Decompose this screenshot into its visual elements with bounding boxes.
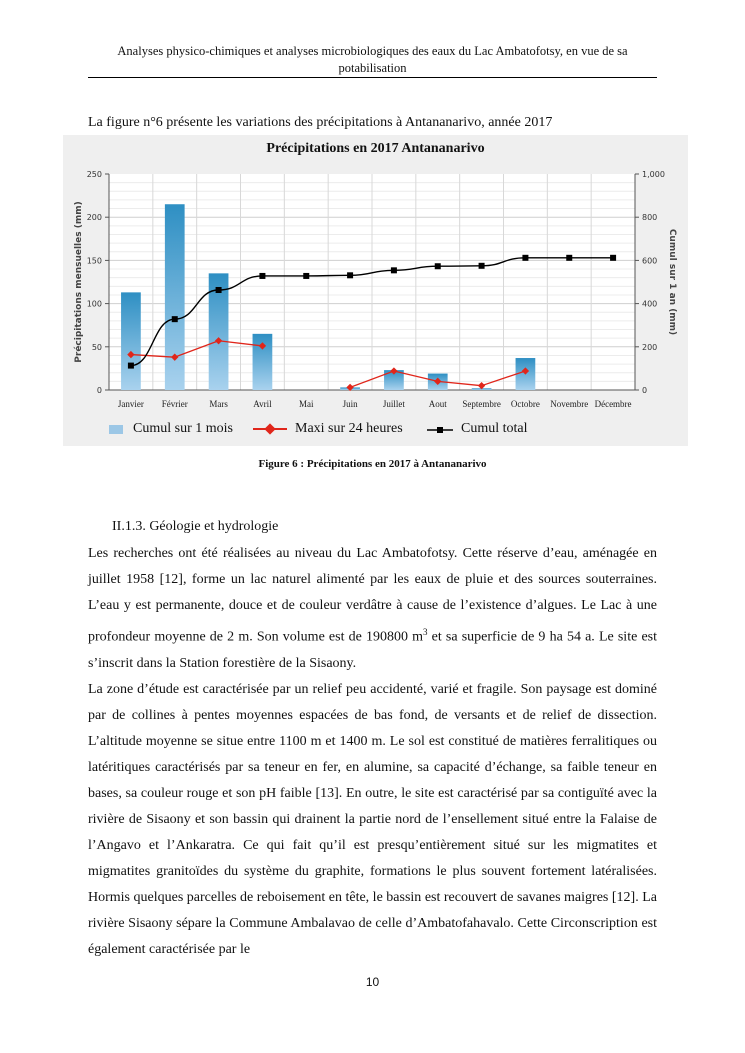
running-header-line1: Analyses physico-chimiques et analyses microbiologiques des eaux du Lac Ambatofotsy, en vue de sa	[117, 44, 628, 58]
legend-swatch-red-line	[253, 423, 287, 435]
x-tick-label: Avril	[253, 399, 272, 409]
paragraph-1-part2: et sa superficie de 9 ha 54 a. Le site est s’inscrit dans la Station forestière de la Sisaony.	[88, 629, 658, 671]
y-tick-label-right: 0	[642, 386, 648, 395]
figure-caption: Figure 6 : Précipitations en 2017 à Antananarivo	[258, 458, 487, 470]
point-cumul-total	[391, 267, 397, 273]
y-tick-label-left: 50	[91, 342, 102, 352]
point-cumul-total	[216, 287, 222, 293]
precipitation-chart	[63, 135, 688, 420]
legend-label-cumul-total: Cumul total	[461, 421, 528, 436]
x-tick-label: Mars	[209, 399, 228, 409]
y-tick-label-right: 200	[642, 342, 658, 352]
y-tick-label-right: 600	[642, 256, 658, 266]
legend-label-cumul-mois: Cumul sur 1 mois	[133, 421, 233, 436]
y-tick-label-right: 1,000	[642, 170, 665, 179]
point-cumul-total	[610, 255, 616, 261]
running-header-line2: potabilisation	[338, 61, 407, 75]
x-tick-label: Janvier	[117, 399, 144, 409]
point-cumul-total	[566, 255, 572, 261]
x-tick-label: Décembre	[594, 399, 632, 409]
x-tick-label: Novembre	[550, 399, 589, 409]
x-tick-label: Octobre	[510, 399, 540, 409]
legend-item-maxi-24h	[253, 421, 403, 437]
legend-swatch-bar	[109, 425, 123, 434]
paragraph-2: La zone d’étude est caractérisée par un relief peu accidenté, varié et fragile. Son paysage est dominé par de collines à pentes moyennes espacées de bas fond, de versants et de relief de dissection. L’altitude moyenne se situe entre 1100 m et 1400 m. Le sol est constitué de matières ferralitiques ou latéritiques caractérisés par sa teneur en fer, en alumine, sa capacité d’échange, sa faible teneur en bases, sa couleur rouge et son pH faible [13]. En outre, le site est caractérisé par sa contiguïté avec la rivière de Sisaony et son bassin qui drainent la partie nord de l’ensellement situé entre la Falaise de l’Angavo et l’Ankaratra. Ce qui fait qu’il est presqu’entièrement situé sur les migmatites et migmatites granitoïdes du système du graphite, formations le plus souvent fortement latéralisées. Hormis quelques parcelles de reboisement en tête, le bassin est recouvert de savanes maigres [12]. La rivière Sisaony sépare la Commune Ambalavao de celle d’Ambatofahavalo. Cette Circonscription est également caractérisée par le	[88, 681, 657, 957]
x-tick-label: Aout	[428, 399, 447, 409]
header-rule	[88, 77, 657, 78]
y-tick-label-left: 150	[86, 256, 102, 266]
legend-swatch-black-line	[427, 423, 453, 435]
running-header	[88, 43, 657, 77]
superscript-3: 3	[423, 627, 428, 637]
body-text	[88, 541, 657, 963]
point-cumul-total	[479, 263, 485, 269]
x-tick-label: Septembre	[462, 399, 501, 409]
point-cumul-total	[522, 255, 528, 261]
x-tick-label: Février	[161, 399, 188, 409]
page-number: 10	[365, 975, 380, 989]
legend-label-maxi-24h: Maxi sur 24 heures	[295, 421, 403, 436]
y-tick-label-right: 800	[642, 213, 658, 223]
paragraph-1	[88, 541, 657, 677]
chart-title: Précipitations en 2017 Antananarivo	[266, 141, 485, 156]
y-tick-label-left: 100	[86, 299, 102, 309]
y-tick-label-left: 200	[86, 213, 102, 223]
y-tick-label-left: 250	[86, 170, 102, 179]
paragraph-1-part1: Les recherches ont été réalisées au niveau du Lac Ambatofotsy. Cette réserve d’eau, aménagée en juillet 1958 [12], forme un lac naturel alimenté par les eaux de pluie et des sources souterraines. L’eau y est permanente, douce et de couleur verdâtre à cause de l’existence d’algues. Le Lac à une profondeur moyenne de 2 m. Son volume est de 190800 m	[88, 546, 657, 645]
point-cumul-total	[435, 263, 441, 269]
y-axis-title-left: Précipitations mensuelles (mm)	[74, 201, 84, 363]
y-tick-label-right: 400	[642, 299, 658, 309]
figure-intro-text: La figure n°6 présente les variations des précipitations à Antananarivo, année 2017	[88, 115, 553, 130]
point-cumul-total	[128, 363, 134, 369]
x-tick-label: Mai	[299, 399, 314, 409]
point-cumul-total	[303, 273, 309, 279]
bar-cumul-mois	[121, 292, 141, 390]
point-cumul-total	[347, 272, 353, 278]
bar-cumul-mois	[165, 204, 185, 390]
point-cumul-total	[259, 273, 265, 279]
y-tick-label-left: 0	[96, 386, 102, 395]
legend-item-cumul-mois	[109, 421, 233, 437]
chart-legend	[63, 421, 688, 441]
x-tick-label: Juin	[342, 399, 358, 409]
x-tick-label: Juillet	[382, 399, 405, 409]
legend-item-cumul-total	[427, 421, 528, 437]
point-cumul-total	[172, 316, 178, 322]
y-axis-title-right: Cumul sur 1 an (mm)	[667, 228, 677, 336]
section-heading: II.1.3. Géologie et hydrologie	[112, 519, 279, 534]
chart-container	[63, 135, 688, 446]
